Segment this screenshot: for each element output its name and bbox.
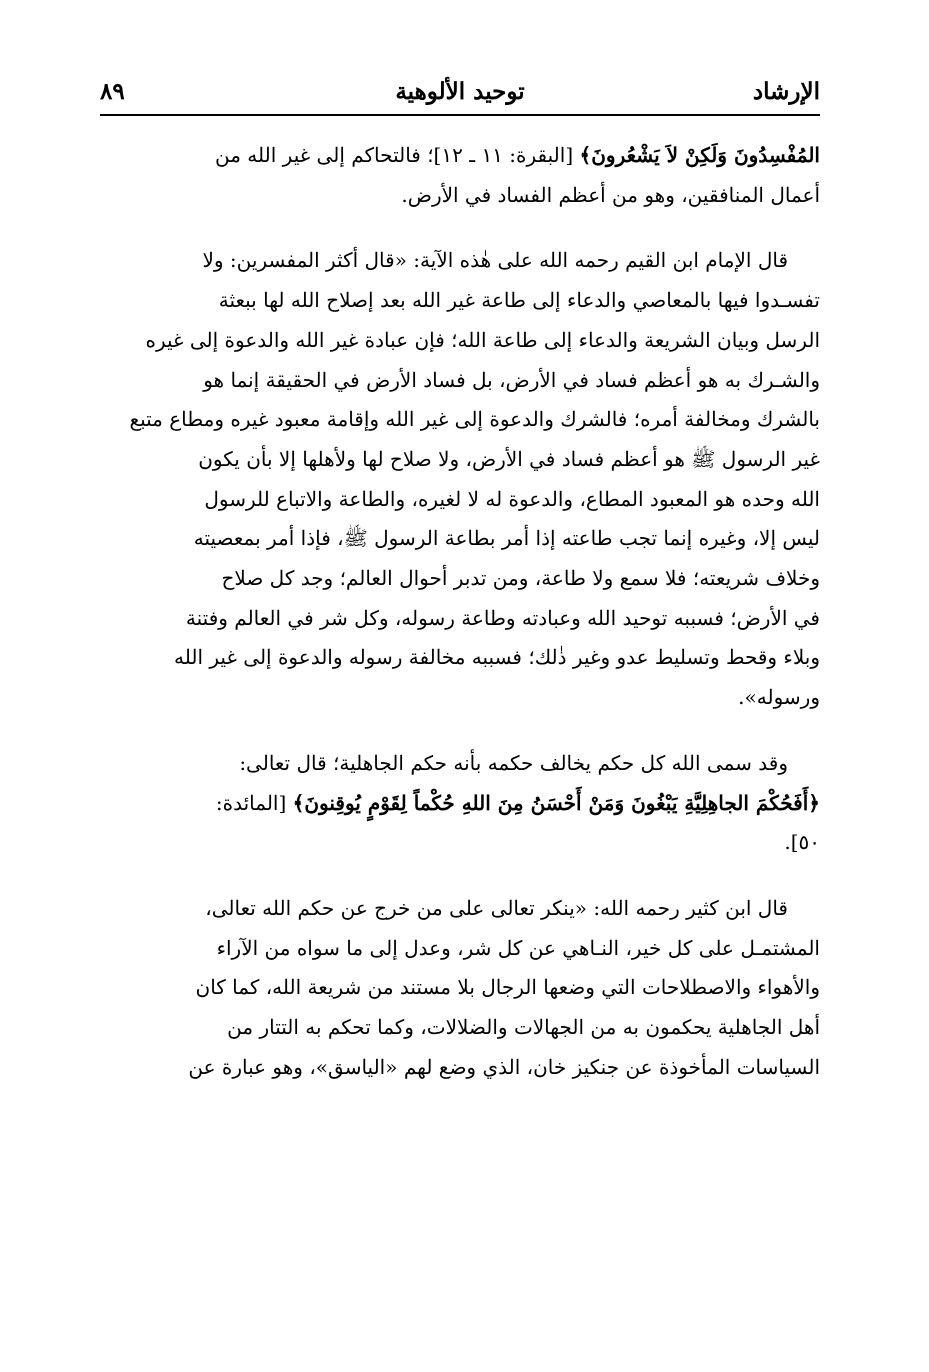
text-line bbox=[100, 241, 820, 281]
text-span: ليس إلا، وغيره إنما تجب طاعته إذا أمر بطاعة الرسول ﷺ، فإذا أمر بمعصيته bbox=[193, 526, 820, 551]
quran-verse: ﴿أَفَحُكْمَ الجاهِلِيَّةِ يَبْغُونَ وَمَنْ أَحْسَنُ مِنَ اللهِ حُكْماً لِقَوْمٍ يُوقِنونَ﴾ bbox=[292, 790, 820, 815]
text-span: أهل الجاهلية يحكمون به من الجهالات والضلالات، وكما تحكم به التتار من bbox=[227, 1015, 820, 1040]
text-line bbox=[100, 1048, 820, 1088]
text-line bbox=[100, 559, 820, 599]
text-line bbox=[100, 784, 820, 824]
text-line bbox=[100, 400, 820, 440]
text-line bbox=[100, 176, 820, 216]
text-span: غير الرسول ﷺ هو أعظم فساد في الأرض، ولا صلاح لها ولأهلها إلا بأن يكون bbox=[198, 446, 820, 471]
text-line bbox=[100, 599, 820, 639]
text-line bbox=[100, 1008, 820, 1048]
text-span: المشتمـل على كل خير، النـاهي عن كل شر، وعدل إلى ما سواه من الآراء bbox=[216, 935, 820, 960]
text-line bbox=[100, 929, 820, 969]
text-span: والشـرك به هو أعظم فساد في الأرض، بل فساد الأرض في الحقيقة إنما هو bbox=[203, 367, 820, 392]
text-line bbox=[100, 638, 820, 678]
text-line bbox=[100, 519, 820, 559]
body-text bbox=[100, 136, 820, 1087]
text-line bbox=[100, 480, 820, 520]
text-line bbox=[100, 823, 820, 863]
text-span: بالشرك ومخالفة أمره؛ فالشرك والدعوة إلى غير الله وإقامة معبود غيره ومطاع متبع bbox=[129, 407, 820, 432]
text-line bbox=[100, 889, 820, 929]
text-span: تفسـدوا فيها بالمعاصي والدعاء إلى طاعة غير الله بعد إصلاح الله لها ببعثة bbox=[218, 288, 820, 313]
section-title: توحيد الألوهية bbox=[395, 78, 525, 105]
text-span: وخلاف شريعته؛ فلا سمع ولا طاعة، ومن تدبر أحوال العالم؛ وجد كل صلاح bbox=[221, 566, 820, 591]
quran-verse: المُفْسِدُونَ وَلَكِنْ لاَ يَشْعُرونَ﴾ bbox=[579, 143, 820, 167]
text-span: أعمال المنافقين، وهو من أعظم الفساد في الأرض. bbox=[401, 182, 820, 207]
page-number: ٨٩ bbox=[100, 78, 125, 105]
text-line bbox=[100, 136, 820, 176]
text-span: وقد سمى الله كل حكم يخالف حكمه بأنه حكم الجاهلية؛ قال تعالى: bbox=[239, 750, 788, 775]
text-span: في الأرض؛ فسببه توحيد الله وعبادته وطاعة رسوله، وكل شر في العالم وفتنة bbox=[185, 605, 820, 630]
text-span: قال ابن كثير رحمه الله: «ينكر تعالى على من خرج عن حكم الله تعالى، bbox=[205, 895, 788, 920]
text-span: والأهواء والاصطلاحات التي وضعها الرجال بلا مستند من شريعة الله، كما كان bbox=[195, 975, 820, 1000]
text-span: السياسات المأخوذة عن جنكيز خان، الذي وضع لهم «الياسق»، وهو عبارة عن bbox=[188, 1054, 820, 1079]
paragraph bbox=[100, 241, 820, 717]
paragraph bbox=[100, 136, 820, 215]
paragraph bbox=[100, 744, 820, 863]
text-span: [البقرة: ١١ ـ ١٢]؛ فالتحاكم إلى غير الله من bbox=[215, 143, 580, 167]
text-line bbox=[100, 281, 820, 321]
text-line bbox=[100, 361, 820, 401]
chapter-title: الإرشاد bbox=[752, 78, 820, 105]
text-span: ورسوله». bbox=[738, 685, 820, 710]
text-line bbox=[100, 440, 820, 480]
paragraph bbox=[100, 889, 820, 1088]
book-page bbox=[100, 70, 820, 1087]
text-line bbox=[100, 678, 820, 718]
text-span: وبلاء وقحط وتسليط عدو وغير ذٰلك؛ فسببه مخالفة رسوله والدعوة إلى غير الله bbox=[174, 645, 820, 670]
text-line bbox=[100, 744, 820, 784]
text-span: الله وحده هو المعبود المطاع، والدعوة له لا لغيره، والطاعة والاتباع للرسول bbox=[204, 486, 820, 511]
text-span: ٥٠]. bbox=[784, 830, 820, 855]
text-line bbox=[100, 968, 820, 1008]
text-span: [المائدة: bbox=[215, 790, 293, 815]
text-line bbox=[100, 321, 820, 361]
text-span: الرسل وبيان الشريعة والدعاء إلى طاعة الله؛ فإن عبادة غير الله والدعوة إلى غيره bbox=[145, 327, 820, 352]
text-span: قال الإمام ابن القيم رحمه الله على هٰذه الآية: «قال أكثر المفسرين: ولا bbox=[202, 248, 788, 273]
running-header bbox=[100, 70, 820, 116]
